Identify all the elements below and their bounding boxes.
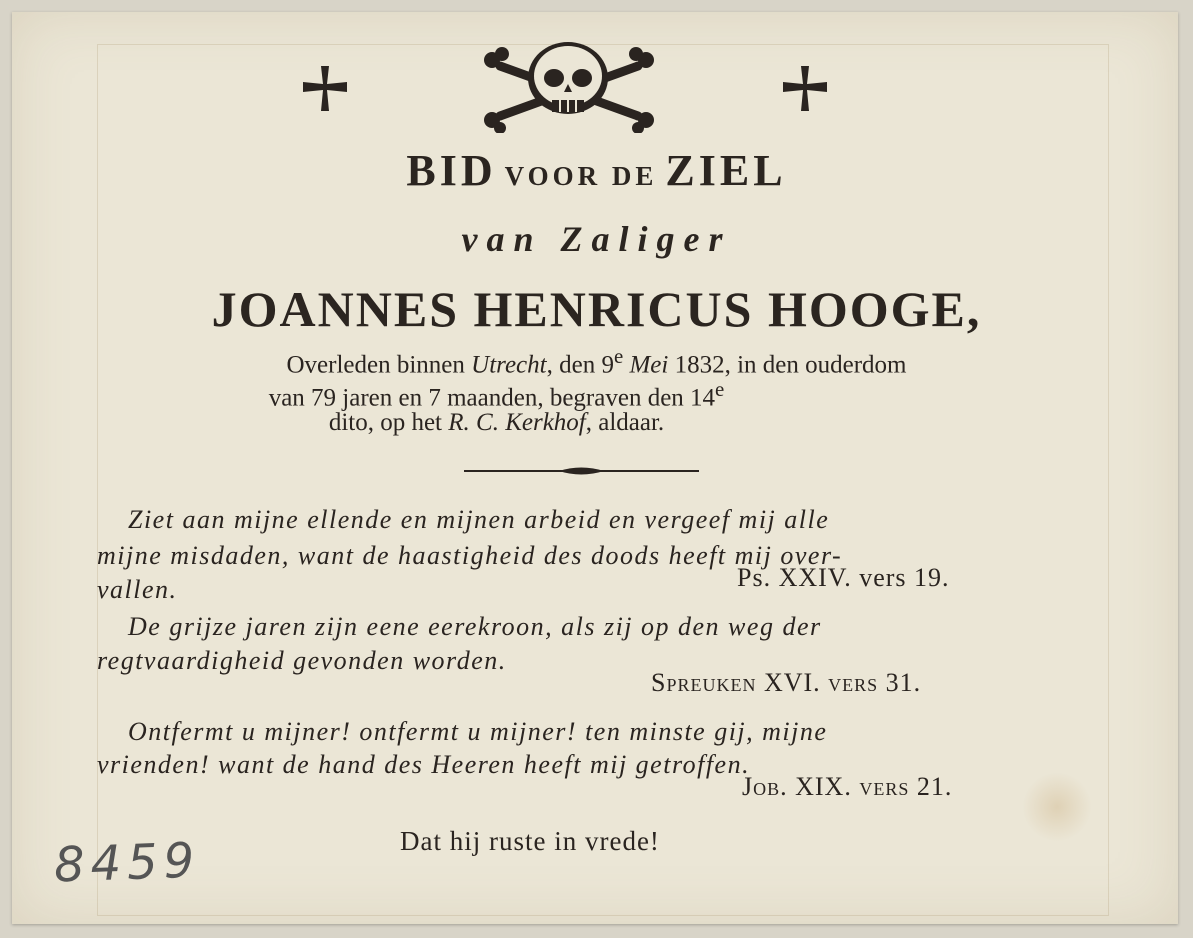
closing-prayer: Dat hij ruste in vrede! [400,826,660,856]
deceased-name: JOANNES HENRICUS HOOGE, [211,281,982,337]
month: Mei [629,351,669,379]
details-text: , aldaar. [585,409,665,436]
quote-3-reference: Job. XIX. vers 21. [742,772,953,801]
quote-2-reference: Spreuken XVI. vers 31. [651,668,922,697]
ordinal-suffix: e [715,377,725,401]
city: Utrecht [471,351,547,379]
details-text: 1832, in den ouderdom [668,351,907,379]
quote-1-line-2: mijne misdaden, want de haastigheid des doods heeft mij over- [97,541,843,570]
title-voor-de: VOOR DE [504,161,658,191]
ordinal-suffix: e [613,344,624,368]
subtitle: van Zaliger [461,219,732,259]
title-ziel: ZIEL [665,146,787,195]
quote-1-line-3: vallen. [97,575,178,604]
title-bid: BID [406,146,497,195]
card-title [0,145,1193,196]
death-details-line-1 [0,342,1193,379]
paper-stain [1022,772,1092,842]
catalog-number: 8459 [53,832,202,894]
cemetery: R. C. Kerkhof [448,409,586,436]
quote-2-line-2: regtvaardigheid gevonden worden. [97,646,507,675]
quote-1-reference: Ps. XXIV. vers 19. [737,563,950,592]
quote-2-line-1: De grijze jaren zijn eene eerekroon, als zij op den weg der [128,612,822,641]
ornament-divider [464,466,699,476]
details-text: van 79 jaren en 7 maanden, begraven den 14 [268,384,716,412]
details-text: dito, op het [328,409,449,436]
details-text: , den 9 [546,351,614,379]
cross-icon [300,64,350,114]
cross-icon [780,64,830,114]
skull-crossbones-icon [478,38,658,133]
quote-3-line-1: Ontfermt u mijner! ontfermt u mijner! ten minste gij, mijne [128,717,828,746]
death-details-line-3 [0,408,1093,437]
quote-1-line-1: Ziet aan mijne ellende en mijnen arbeid en vergeef mij alle [128,505,830,534]
details-text: Overleden binnen [286,351,472,379]
death-details-line-2 [0,375,1093,412]
quote-3-line-2: vrienden! want de hand des Heeren heeft mij getroffen. [97,750,751,779]
